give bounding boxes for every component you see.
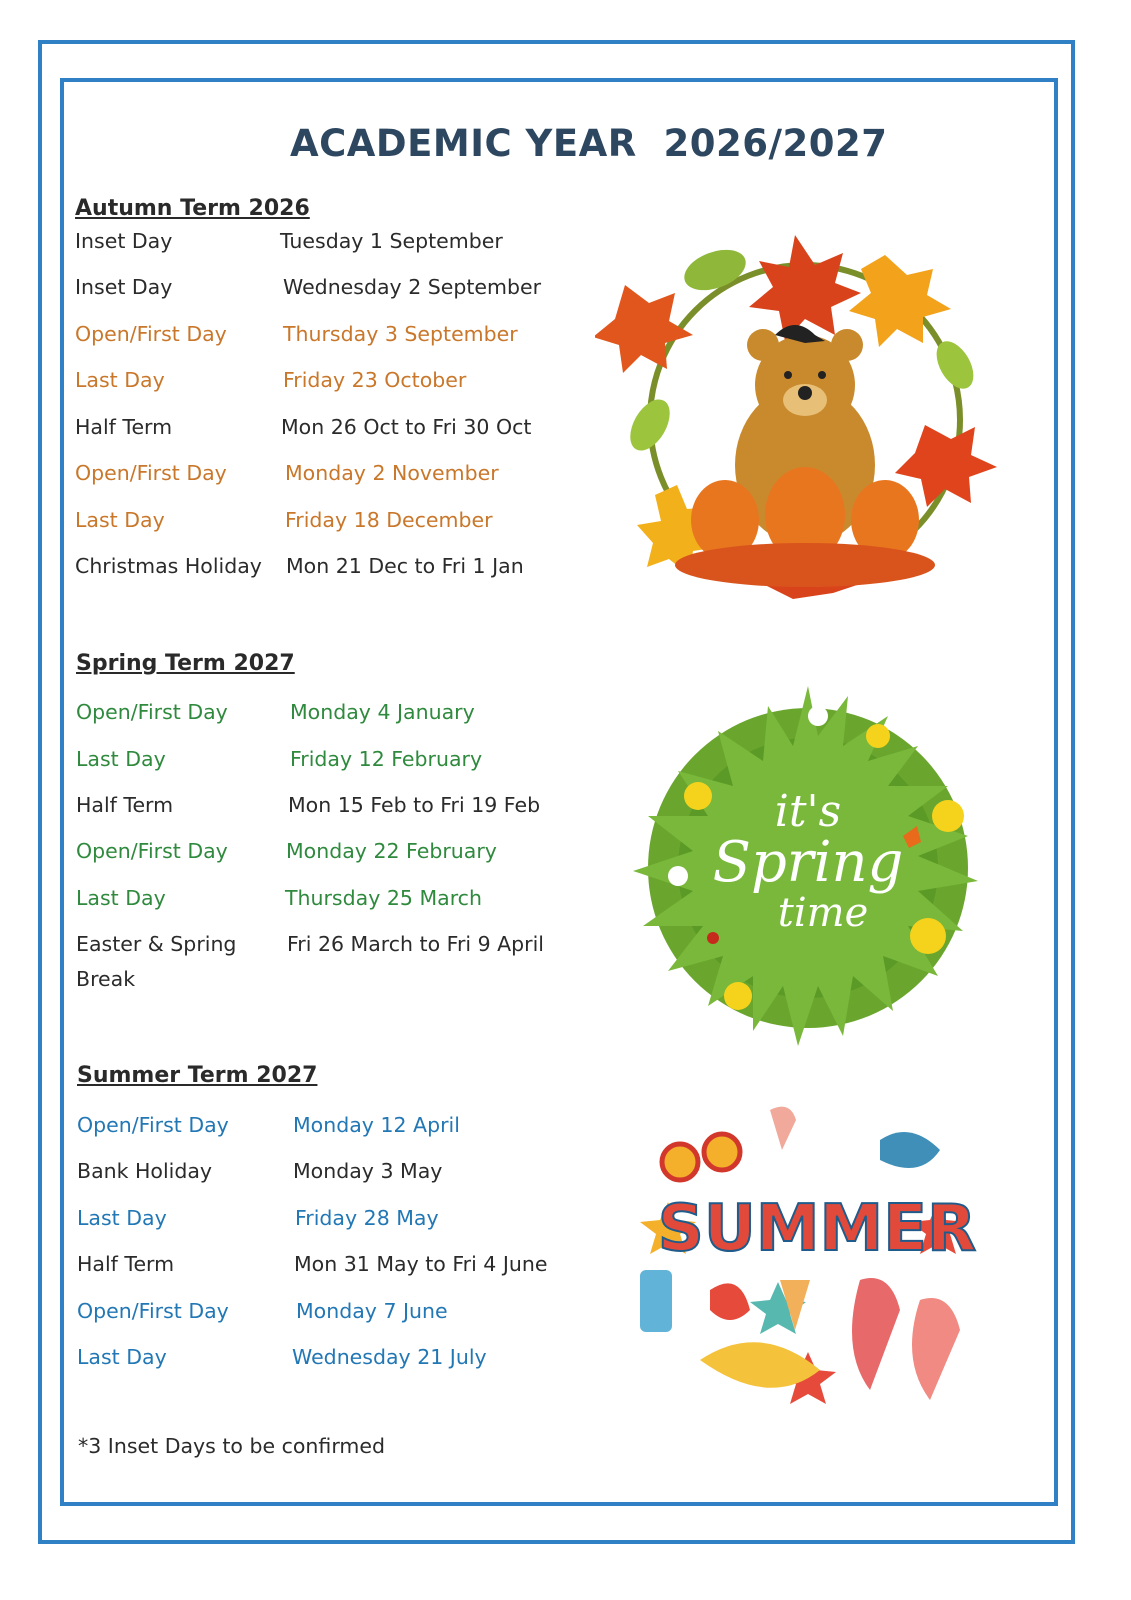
row-label: Half Term [76, 793, 174, 817]
row-date: Monday 12 April [293, 1113, 460, 1137]
summer-beach-collage-icon [630, 1100, 1005, 1420]
flip-flop-icon [912, 1298, 960, 1400]
row-label: Open/First Day [76, 700, 228, 724]
shell-icon [710, 1283, 750, 1320]
row-date: Monday 7 June [296, 1299, 448, 1323]
ice-lolly-icon [770, 1107, 796, 1150]
row-date: Mon 15 Feb to Fri 19 Feb [288, 793, 541, 817]
row-label: Christmas Holiday [75, 554, 262, 578]
autumn-term-heading: Autumn Term 2026 [75, 196, 310, 221]
row-date: Thursday 3 September [283, 322, 518, 346]
row-date: Mon 21 Dec to Fri 1 Jan [286, 554, 524, 578]
row-label: Open/First Day [76, 839, 228, 863]
row-label: Half Term [75, 415, 173, 439]
summer-term-heading: Summer Term 2027 [77, 1063, 318, 1088]
row-label: Inset Day [75, 275, 173, 299]
row-label: Last Day [75, 508, 165, 532]
row-label: Inset Day [75, 229, 173, 253]
row-label: Easter & Spring Break [76, 932, 237, 991]
seashell-icon [700, 1342, 820, 1388]
row-label: Open/First Day [77, 1113, 229, 1137]
row-label: Open/First Day [75, 322, 227, 346]
row-label: Open/First Day [75, 461, 227, 485]
row-date: Monday 22 February [286, 839, 497, 863]
row-date: Monday 3 May [293, 1159, 443, 1183]
row-date: Friday 28 May [295, 1206, 439, 1230]
page-title: ACADEMIC YEAR 2026/2027 [290, 122, 888, 165]
row-date: Wednesday 21 July [292, 1345, 487, 1369]
drink-icon [640, 1270, 672, 1332]
flip-flop-icon [852, 1278, 900, 1390]
row-label: Half Term [77, 1252, 175, 1276]
row-date: Thursday 25 March [285, 886, 482, 910]
row-label: Last Day [77, 1206, 167, 1230]
spring-grass-wreath-icon [618, 676, 998, 1061]
row-date: Mon 26 Oct to Fri 30 Oct [281, 415, 532, 439]
spring-term-heading: Spring Term 2027 [76, 651, 295, 676]
row-date: Friday 23 October [283, 368, 467, 392]
sunglasses-icon [662, 1134, 740, 1180]
row-date: Tuesday 1 September [280, 229, 503, 253]
row-date: Monday 4 January [290, 700, 475, 724]
autumn-wreath-bear-icon [595, 215, 1015, 625]
ladybug-icon [707, 932, 719, 944]
bear-icon [675, 329, 935, 587]
row-date: Fri 26 March to Fri 9 April [287, 932, 545, 956]
row-label: Last Day [76, 886, 166, 910]
summer-art-text: SUMMER [657, 1192, 977, 1266]
row-label: Last Day [77, 1345, 167, 1369]
row-date: Wednesday 2 September [283, 275, 542, 299]
row-date: Mon 31 May to Fri 4 June [294, 1252, 548, 1276]
spring-art-text-its: it's [774, 786, 842, 837]
row-date: Monday 2 November [285, 461, 499, 485]
row-label: Bank Holiday [77, 1159, 213, 1183]
spring-art-text-spring: Spring [712, 830, 904, 895]
footnote: *3 Inset Days to be confirmed [78, 1434, 385, 1458]
row-label: Open/First Day [77, 1299, 229, 1323]
row-label: Last Day [75, 368, 165, 392]
row-label: Last Day [76, 747, 166, 771]
row-date: Friday 12 February [290, 747, 483, 771]
shell-icon [880, 1132, 940, 1168]
row-date: Friday 18 December [285, 508, 493, 532]
spring-art-text-time: time [777, 890, 869, 936]
